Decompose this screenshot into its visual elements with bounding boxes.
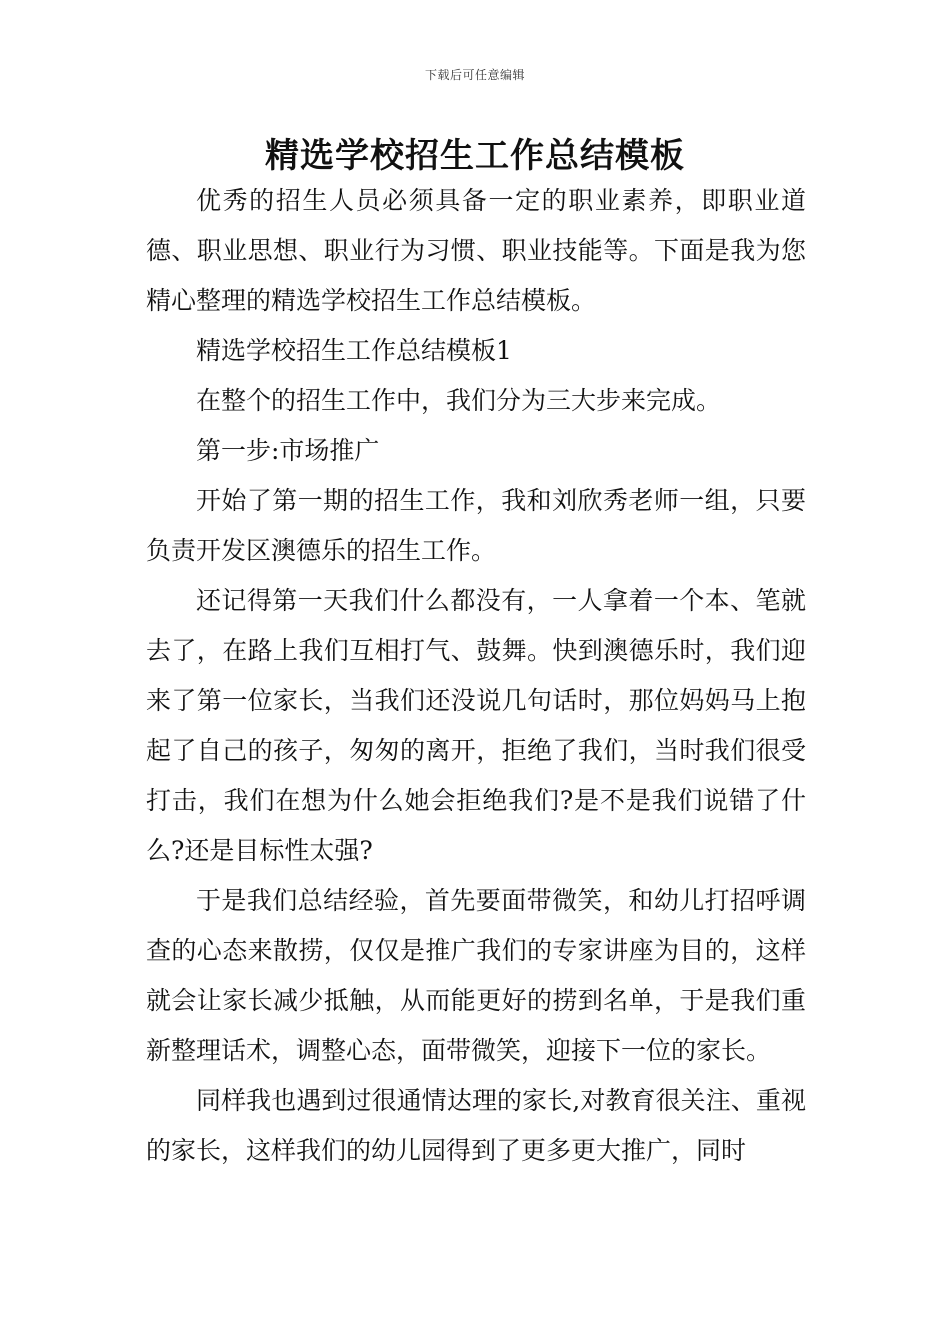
- body-paragraph: 开始了第一期的招生工作，我和刘欣秀老师一组，只要负责开发区澳德乐的招生工作。: [146, 486, 806, 565]
- body-paragraph: 于是我们总结经验，首先要面带微笑，和幼儿打招呼调查的心态来散捞，仅仅是推广我们的专家讲座为目的，这样就会让家长减少抵触，从而能更好的捞到名单，于是我们重新整理话术，调整心态，面带微笑，迎接下一位的家长。: [146, 886, 806, 1065]
- body-paragraph: 在整个的招生工作中，我们分为三大步来完成。: [196, 386, 722, 415]
- body-paragraph: 还记得第一天我们什么都没有，一人拿着一个本、笔就去了，在路上我们互相打气、鼓舞。快到澳德乐时，我们迎来了第一位家长，当我们还没说几句话时，那位妈妈马上抱起了自己的孩子，匆匆的离开，拒绝了我们，当时我们很受打击，我们在想为什么她会拒绝我们?是不是我们说错了什么?还是目标性太强?: [146, 586, 806, 865]
- header-note: 下载后可任意编辑: [424, 68, 525, 82]
- intro-paragraph: 优秀的招生人员必须具备一定的职业素养，即职业道德、职业思想、职业行为习惯、职业技能等。下面是我为您精心整理的精选学校招生工作总结模板。: [146, 186, 806, 315]
- step-heading: 第一步:市场推广: [196, 436, 380, 465]
- document-title: 精选学校招生工作总结模板: [265, 136, 685, 176]
- body-paragraph: 同样我也遇到过很通情达理的家长,对教育很关注、重视的家长，这样我们的幼儿园得到了更多更大推广，同时: [146, 1086, 806, 1165]
- section-heading: 精选学校招生工作总结模板1: [196, 336, 512, 365]
- document-body: [146, 176, 806, 1176]
